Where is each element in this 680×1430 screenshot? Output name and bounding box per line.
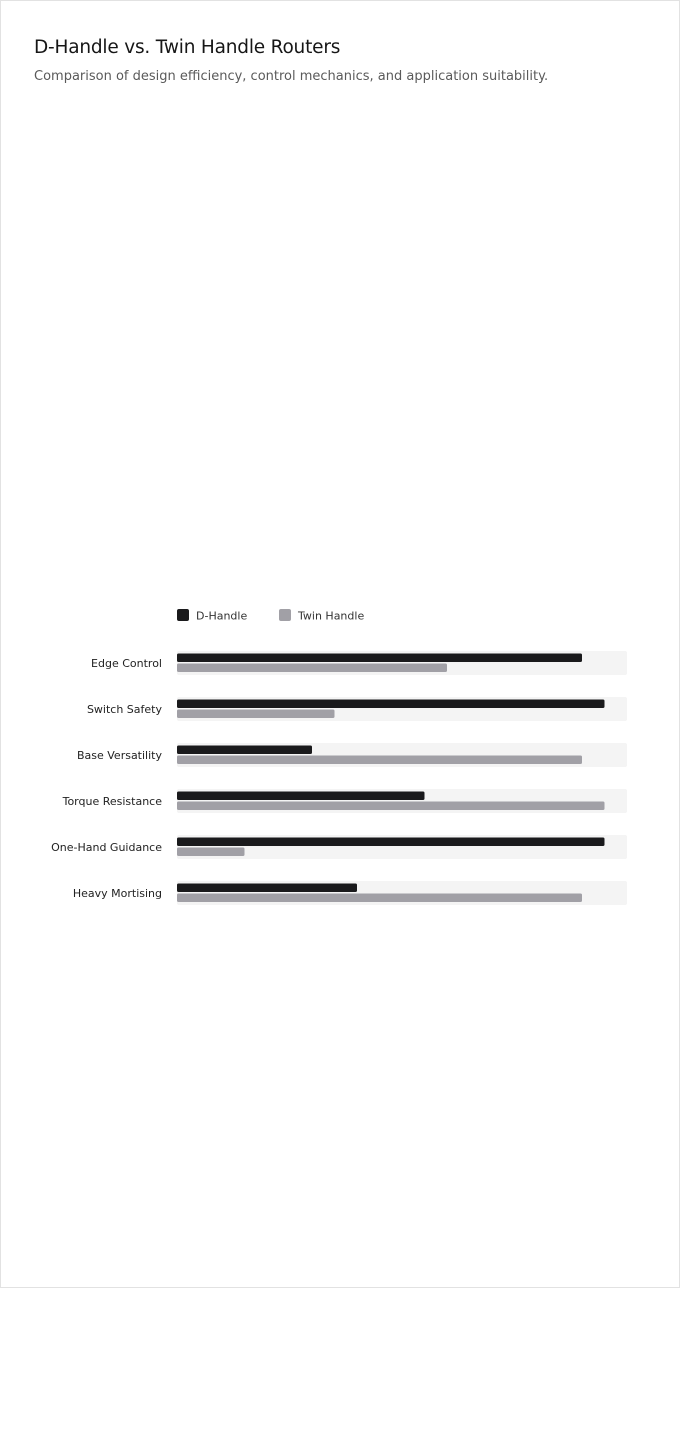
- chart-row: [62, 789, 627, 813]
- bar-d-handle: [177, 792, 425, 801]
- bar-twin-handle: [177, 710, 335, 719]
- page-title: D-Handle vs. Twin Handle Routers: [34, 37, 341, 58]
- bar-d-handle: [177, 838, 605, 847]
- bar-d-handle: [177, 654, 582, 663]
- category-label: Torque Resistance: [62, 795, 162, 808]
- bar-d-handle: [177, 746, 312, 755]
- chart-rows: [51, 651, 627, 905]
- category-label: Base Versatility: [76, 749, 162, 762]
- chart-row: [51, 835, 627, 859]
- chart-row: [91, 651, 627, 675]
- bar-twin-handle: [177, 802, 605, 811]
- category-label: Switch Safety: [86, 703, 162, 716]
- chart-row: [77, 743, 627, 767]
- bar-d-handle: [177, 884, 357, 893]
- page-subtitle: Comparison of design efficiency, control mechanics, and application suitability.: [34, 69, 549, 84]
- category-label: One-Hand Guidance: [51, 841, 162, 854]
- legend-item-twin-handle: [279, 609, 364, 623]
- legend-swatch: [177, 609, 189, 621]
- bar-twin-handle: [177, 848, 245, 857]
- chart-row: [87, 697, 627, 721]
- legend-item-d-handle: [177, 609, 247, 623]
- bar-chart: [1, 591, 661, 921]
- chart-legend: [177, 609, 364, 623]
- category-label: Edge Control: [91, 657, 162, 670]
- bar-d-handle: [177, 700, 605, 709]
- legend-swatch: [279, 609, 291, 621]
- chart-row: [73, 881, 627, 905]
- category-label: Heavy Mortising: [72, 887, 162, 900]
- bar-twin-handle: [177, 664, 447, 673]
- bar-twin-handle: [177, 756, 582, 765]
- legend-label: D-Handle: [196, 609, 248, 623]
- bar-twin-handle: [177, 894, 582, 903]
- legend-label: Twin Handle: [298, 609, 365, 623]
